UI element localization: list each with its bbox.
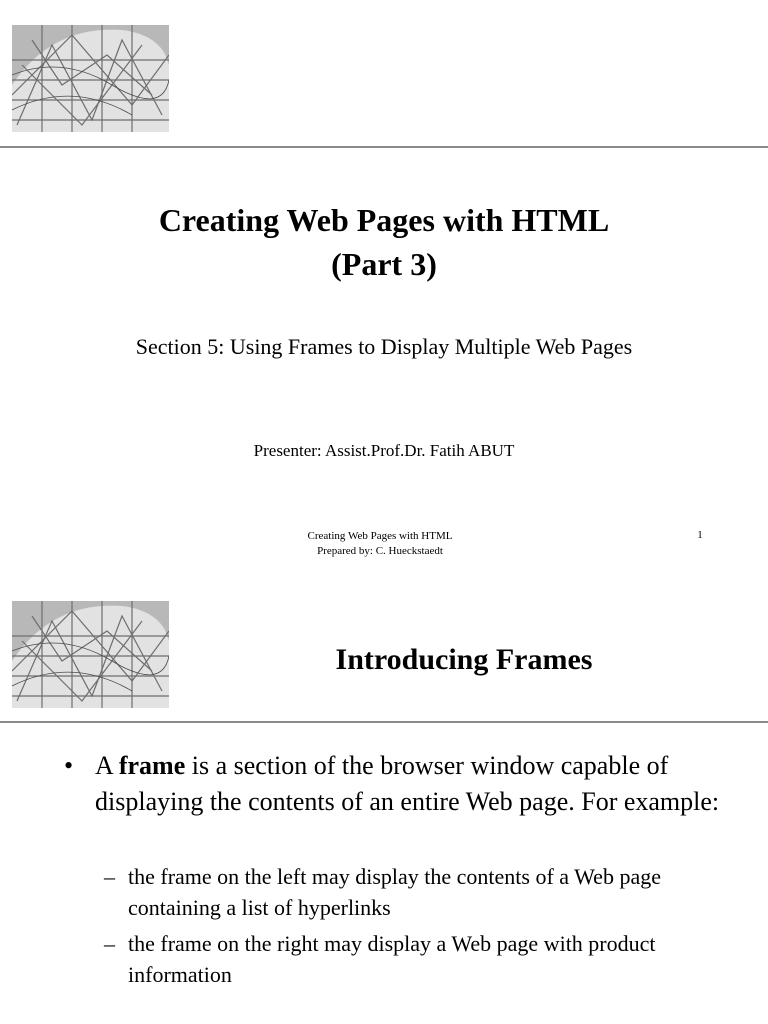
- slide1-title-line1: Creating Web Pages with HTML: [158, 202, 610, 238]
- slide1-footer-author: Prepared by: C. Hueckstaedt: [317, 545, 443, 557]
- slide2-title: Introducing Frames: [335, 643, 593, 676]
- sub-bullet-text: the frame on the right may display a Web page with product information: [128, 931, 656, 987]
- slide1-subtitle: Section 5: Using Frames to Display Multiple Web Pages: [135, 334, 633, 359]
- sub-bullet-item: [104, 861, 724, 923]
- bullet-rest: is a section of the browser window capable of displaying the contents of an entire Web page. For example:: [95, 751, 720, 816]
- bullet-item: [64, 748, 724, 820]
- sub-bullet-marker: –: [104, 931, 115, 956]
- slide1-page-number: 1: [697, 529, 703, 541]
- bullet-marker: •: [64, 751, 74, 780]
- slide1-title-line2: (Part 3): [331, 246, 437, 282]
- header-divider: [0, 721, 768, 723]
- sub-bullet-item: [104, 928, 724, 990]
- bullet-bold-term: frame: [118, 751, 186, 780]
- bullet-prefix: A: [95, 751, 119, 780]
- header-divider: [0, 146, 768, 148]
- slide1-presenter: Presenter: Assist.Prof.Dr. Fatih ABUT: [253, 441, 515, 460]
- bullet-text: [95, 748, 724, 820]
- sub-bullet-text: the frame on the left may display the contents of a Web page containing a list of hyperlinks: [128, 864, 661, 920]
- header-photo-icon: [12, 25, 169, 132]
- sub-bullet-marker: –: [104, 864, 115, 889]
- header-photo-icon: [12, 601, 169, 708]
- slide1-footer-title: Creating Web Pages with HTML: [307, 530, 453, 542]
